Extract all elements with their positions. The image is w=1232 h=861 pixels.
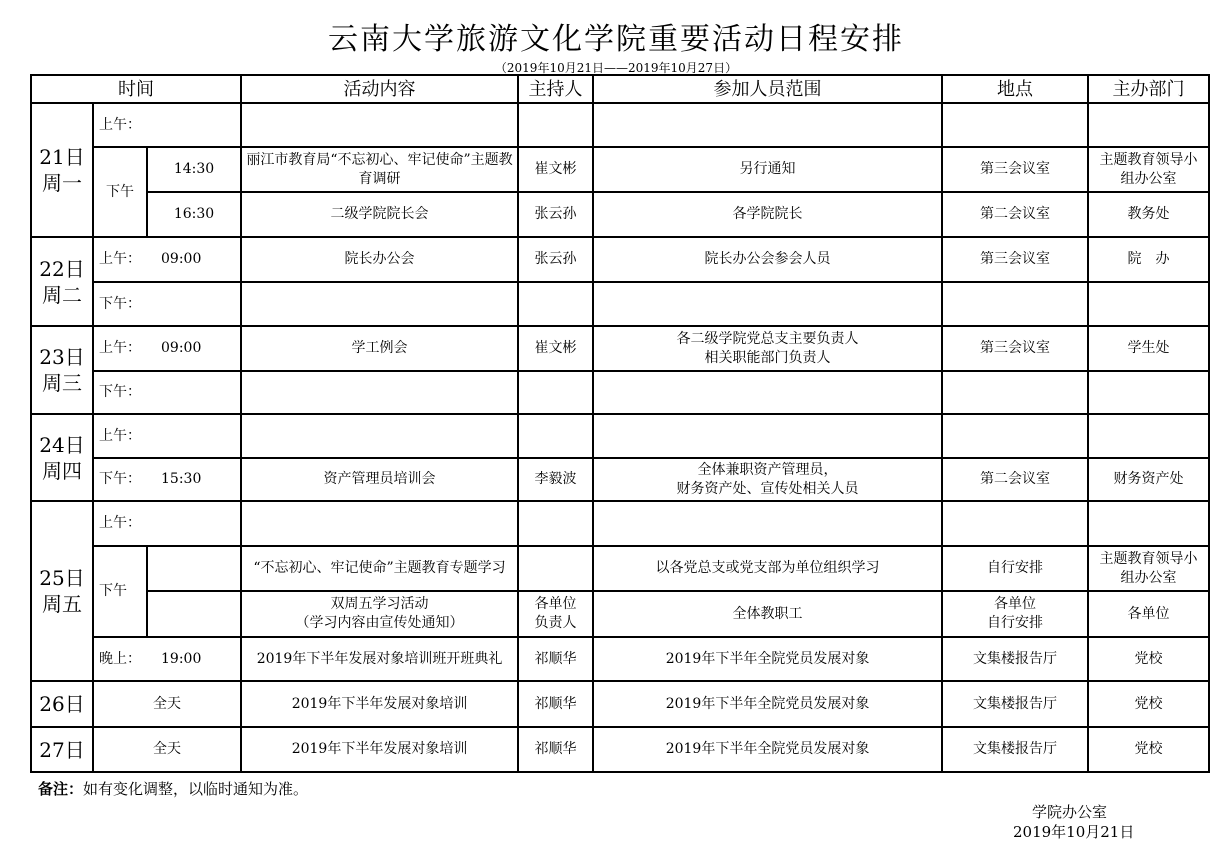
location-cell: 文集楼报告厅: [942, 637, 1088, 681]
schedule-table: [30, 74, 1210, 773]
participants-cell: 2019年下半年全院党员发展对象: [593, 637, 942, 681]
table-row: [31, 103, 1209, 147]
slot-am: 上午： 09:00: [93, 326, 241, 371]
participants-cell: 全体兼职资产管理员， 财务资产处、宣传处相关人员: [593, 458, 942, 501]
header-time: 时间: [31, 75, 241, 103]
organizer-cell: 院 办: [1088, 237, 1209, 282]
host-cell: 张云孙: [518, 237, 593, 282]
organizer-cell: 各单位: [1088, 591, 1209, 637]
table-row: [31, 546, 1209, 591]
header-location: 地点: [942, 75, 1088, 103]
host-cell: 李毅波: [518, 458, 593, 501]
host-cell: [518, 546, 593, 591]
host-cell: 祁顺华: [518, 681, 593, 727]
location-cell: 第三会议室: [942, 326, 1088, 371]
content-cell: 2019年下半年发展对象培训: [241, 681, 518, 727]
slot-pm: 下午： 15:30: [93, 458, 241, 501]
location-cell: 各单位 自行安排: [942, 591, 1088, 637]
host-cell: 崔文彬: [518, 326, 593, 371]
slot-am: 上午：: [93, 414, 241, 458]
time-cell: 全天: [93, 681, 241, 727]
header-host: 主持人: [518, 75, 593, 103]
participants-cell: 全体教职工: [593, 591, 942, 637]
participants-cell: 各二级学院党总支主要负责人 相关职能部门负责人: [593, 326, 942, 371]
location-cell: 第三会议室: [942, 237, 1088, 282]
content-cell: 院长办公会: [241, 237, 518, 282]
content-cell: “不忘初心、牢记使命”主题教育专题学习: [241, 546, 518, 591]
participants-cell: 院长办公会参会人员: [593, 237, 942, 282]
participants-cell: 以各党总支或党支部为单位组织学习: [593, 546, 942, 591]
time-cell: 14:30: [147, 147, 241, 192]
table-row: [31, 282, 1209, 326]
content-cell: 2019年下半年发展对象培训: [241, 727, 518, 772]
table-row: [31, 326, 1209, 371]
participants-cell: 2019年下半年全院党员发展对象: [593, 681, 942, 727]
content-cell: 学工例会: [241, 326, 518, 371]
organizer-cell: 党校: [1088, 681, 1209, 727]
location-cell: 自行安排: [942, 546, 1088, 591]
table-row: [31, 591, 1209, 637]
participants-cell: 2019年下半年全院党员发展对象: [593, 727, 942, 772]
content-cell: 双周五学习活动 （学习内容由宣传处通知）: [241, 591, 518, 637]
table-row: [31, 414, 1209, 458]
organizer-cell: 党校: [1088, 637, 1209, 681]
organizer-cell: 党校: [1088, 727, 1209, 772]
slot-evening: 晚上： 19:00: [93, 637, 241, 681]
organizer-cell: 主题教育领导小组办公室: [1088, 546, 1209, 591]
host-cell: 崔文彬: [518, 147, 593, 192]
signature-date: 2019年10月21日: [1013, 823, 1135, 841]
time-cell: 全天: [93, 727, 241, 772]
table-row: [31, 727, 1209, 772]
slot-pm: 下午: [93, 546, 147, 637]
host-cell: 祁顺华: [518, 727, 593, 772]
location-cell: 第二会议室: [942, 192, 1088, 237]
host-cell: 祁顺华: [518, 637, 593, 681]
slot-am: 上午：: [93, 103, 241, 147]
content-cell: 丽江市教育局“不忘初心、牢记使命”主题教育调研: [241, 147, 518, 192]
date-range: （2019年10月21日——2019年10月27日）: [494, 61, 738, 75]
time-cell: 16:30: [147, 192, 241, 237]
organizer-cell: 教务处: [1088, 192, 1209, 237]
time-cell: [147, 591, 241, 637]
header-organizer: 主办部门: [1088, 75, 1209, 103]
content-cell: 二级学院院长会: [241, 192, 518, 237]
header-participants: 参加人员范围: [593, 75, 942, 103]
host-cell: 各单位 负责人: [518, 591, 593, 637]
day-cell-21: 21日 周一: [31, 103, 93, 237]
location-cell: 第二会议室: [942, 458, 1088, 501]
page-title: 云南大学旅游文化学院重要活动日程安排: [328, 22, 904, 57]
content-cell: 资产管理员培训会: [241, 458, 518, 501]
table-row: [31, 637, 1209, 681]
day-cell-23: 23日 周三: [31, 326, 93, 414]
table-row: [31, 147, 1209, 192]
remarks: 备注：如有变化调整，以临时通知为准。: [38, 780, 309, 798]
day-cell-25: 25日 周五: [31, 501, 93, 681]
content-cell: 2019年下半年发展对象培训班开班典礼: [241, 637, 518, 681]
table-row: [31, 501, 1209, 546]
table-row: [31, 237, 1209, 282]
slot-pm: 下午：: [93, 371, 241, 414]
participants-cell: 各学院院长: [593, 192, 942, 237]
slot-am: 上午：: [93, 501, 241, 546]
table-row: [31, 681, 1209, 727]
host-cell: 张云孙: [518, 192, 593, 237]
slot-pm: 下午：: [93, 282, 241, 326]
organizer-cell: 学生处: [1088, 326, 1209, 371]
day-cell-22: 22日 周二: [31, 237, 93, 326]
table-row: [31, 192, 1209, 237]
organizer-cell: 主题教育领导小组办公室: [1088, 147, 1209, 192]
day-cell-27: 27日: [31, 727, 93, 772]
location-cell: 第三会议室: [942, 147, 1088, 192]
location-cell: 文集楼报告厅: [942, 727, 1088, 772]
signature-office: 学院办公室: [1032, 803, 1108, 821]
participants-cell: 另行通知: [593, 147, 942, 192]
organizer-cell: 财务资产处: [1088, 458, 1209, 501]
slot-pm: 下午: [93, 147, 147, 237]
day-cell-26: 26日: [31, 681, 93, 727]
time-cell: [147, 546, 241, 591]
day-cell-24: 24日 周四: [31, 414, 93, 501]
header-row: [31, 75, 1209, 103]
location-cell: 文集楼报告厅: [942, 681, 1088, 727]
header-content: 活动内容: [241, 75, 518, 103]
slot-am: 上午： 09:00: [93, 237, 241, 282]
table-row: [31, 458, 1209, 501]
table-row: [31, 371, 1209, 414]
